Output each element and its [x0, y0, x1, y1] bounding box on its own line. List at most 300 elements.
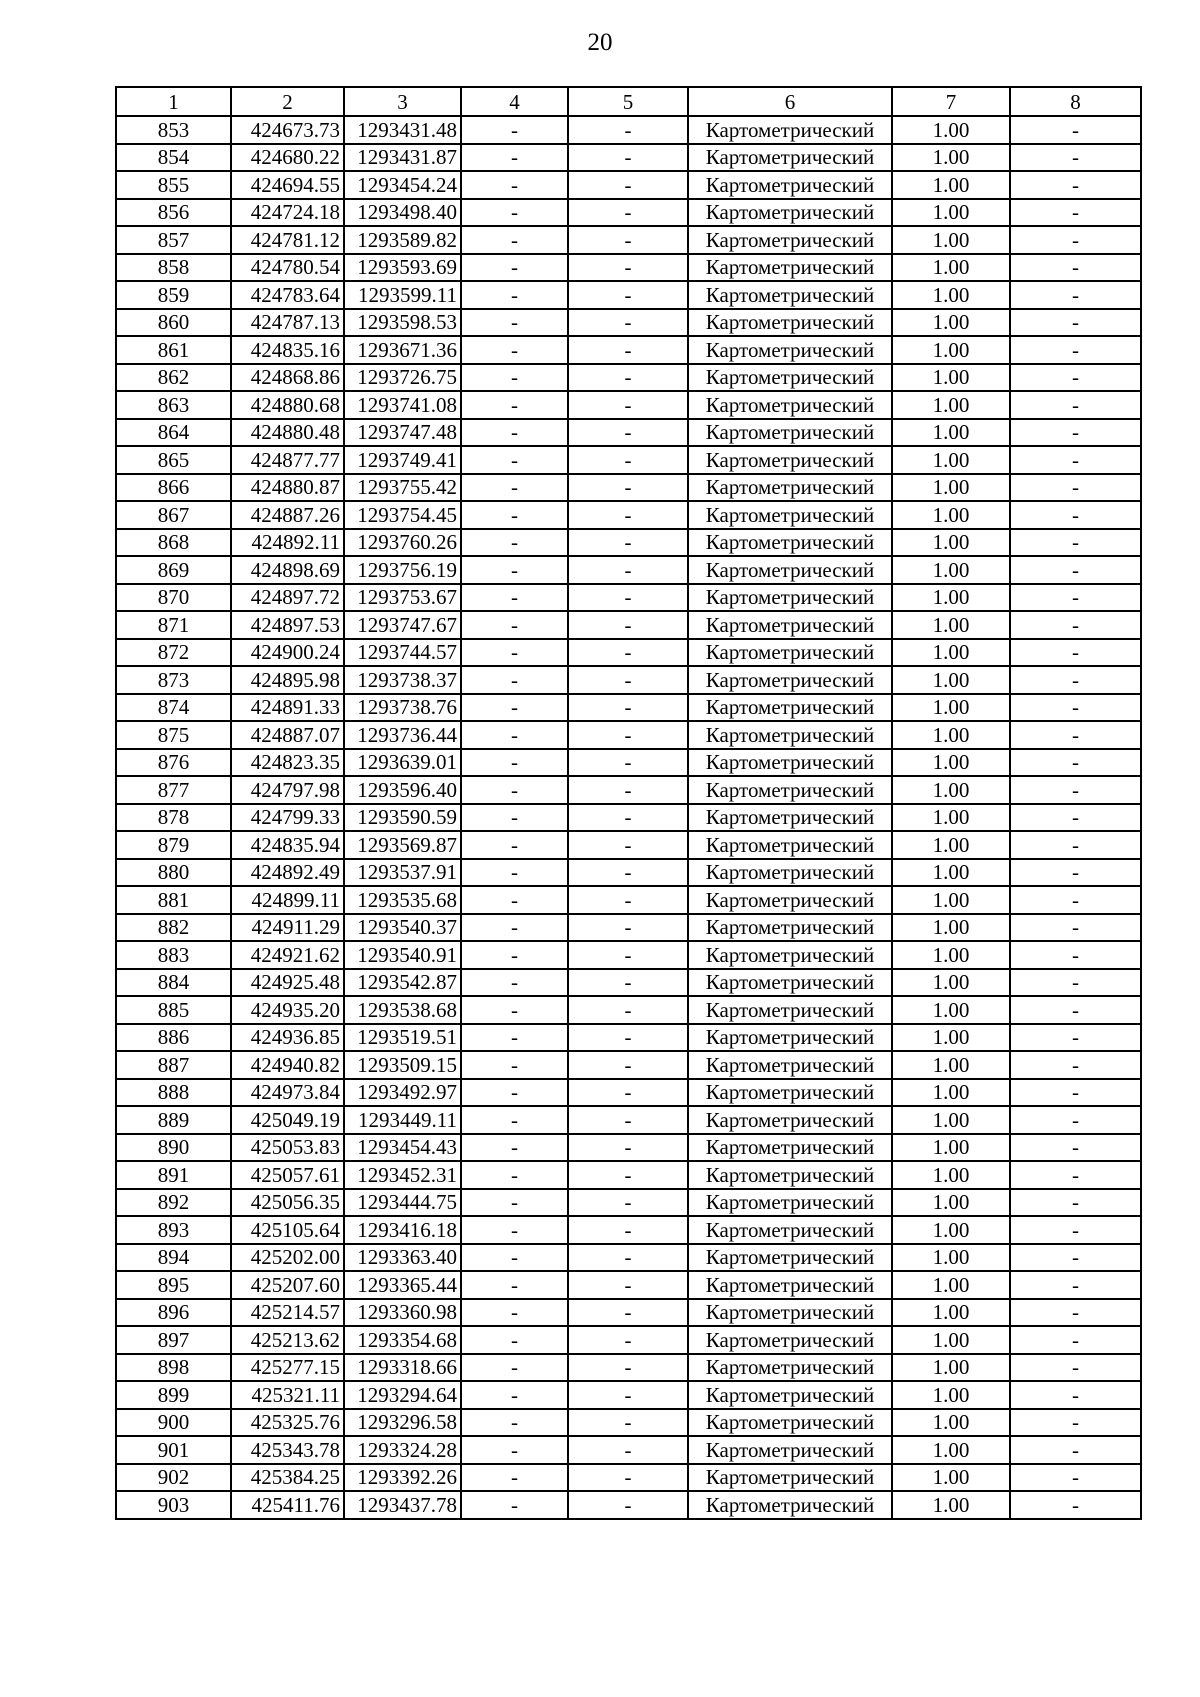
y-coordinate-cell: 1293542.87	[344, 969, 461, 997]
column-4-cell: -	[461, 1106, 568, 1134]
accuracy-cell: 1.00	[892, 1326, 1010, 1354]
y-coordinate-cell: 1293318.66	[344, 1354, 461, 1382]
column-4-cell: -	[461, 1271, 568, 1299]
column-8-cell: -	[1010, 969, 1141, 997]
point-number-cell: 865	[116, 446, 231, 474]
column-4-cell: -	[461, 1381, 568, 1409]
accuracy-cell: 1.00	[892, 831, 1010, 859]
column-4-cell: -	[461, 171, 568, 199]
table-row	[116, 281, 1141, 309]
y-coordinate-cell: 1293416.18	[344, 1216, 461, 1244]
y-coordinate-cell: 1293437.78	[344, 1491, 461, 1519]
column-8-cell: -	[1010, 611, 1141, 639]
column-5-cell: -	[568, 1216, 688, 1244]
table-row	[116, 721, 1141, 749]
method-cell: Картометрический	[688, 1299, 892, 1327]
column-4-cell: -	[461, 1244, 568, 1272]
column-8-cell: -	[1010, 446, 1141, 474]
point-number-cell: 889	[116, 1106, 231, 1134]
y-coordinate-cell: 1293449.11	[344, 1106, 461, 1134]
x-coordinate-cell: 424911.29	[231, 914, 344, 942]
y-coordinate-cell: 1293538.68	[344, 996, 461, 1024]
y-coordinate-cell: 1293598.53	[344, 309, 461, 337]
column-8-cell: -	[1010, 831, 1141, 859]
column-4-cell: -	[461, 639, 568, 667]
column-8-cell: -	[1010, 281, 1141, 309]
column-4-cell: -	[461, 144, 568, 172]
method-cell: Картометрический	[688, 1409, 892, 1437]
method-cell: Картометрический	[688, 336, 892, 364]
column-8-cell: -	[1010, 886, 1141, 914]
point-number-cell: 879	[116, 831, 231, 859]
x-coordinate-cell: 424936.85	[231, 1024, 344, 1052]
x-coordinate-cell: 424877.77	[231, 446, 344, 474]
column-5-cell: -	[568, 309, 688, 337]
table-row	[116, 1051, 1141, 1079]
column-5-cell: -	[568, 254, 688, 282]
column-4-cell: -	[461, 996, 568, 1024]
point-number-cell: 870	[116, 584, 231, 612]
point-number-cell: 869	[116, 556, 231, 584]
table-row	[116, 1354, 1141, 1382]
x-coordinate-cell: 425105.64	[231, 1216, 344, 1244]
column-8-cell: -	[1010, 171, 1141, 199]
table-row	[116, 1106, 1141, 1134]
column-4-cell: -	[461, 804, 568, 832]
accuracy-cell: 1.00	[892, 364, 1010, 392]
x-coordinate-cell: 424899.11	[231, 886, 344, 914]
y-coordinate-cell: 1293509.15	[344, 1051, 461, 1079]
y-coordinate-cell: 1293540.91	[344, 941, 461, 969]
point-number-cell: 903	[116, 1491, 231, 1519]
table-row	[116, 584, 1141, 612]
x-coordinate-cell: 424835.16	[231, 336, 344, 364]
table-row	[116, 1299, 1141, 1327]
y-coordinate-cell: 1293749.41	[344, 446, 461, 474]
table-row	[116, 226, 1141, 254]
point-number-cell: 899	[116, 1381, 231, 1409]
method-cell: Картометрический	[688, 941, 892, 969]
accuracy-cell: 1.00	[892, 1436, 1010, 1464]
accuracy-cell: 1.00	[892, 996, 1010, 1024]
accuracy-cell: 1.00	[892, 1161, 1010, 1189]
column-5-cell: -	[568, 969, 688, 997]
column-8-cell: -	[1010, 419, 1141, 447]
column-8-cell: -	[1010, 391, 1141, 419]
point-number-cell: 860	[116, 309, 231, 337]
x-coordinate-cell: 424887.07	[231, 721, 344, 749]
accuracy-cell: 1.00	[892, 1271, 1010, 1299]
table-row	[116, 254, 1141, 282]
column-5-cell: -	[568, 666, 688, 694]
column-header: 2	[231, 87, 344, 116]
point-number-cell: 898	[116, 1354, 231, 1382]
point-number-cell: 855	[116, 171, 231, 199]
point-number-cell: 853	[116, 116, 231, 144]
coordinates-table	[115, 86, 1142, 1520]
method-cell: Картометрический	[688, 639, 892, 667]
x-coordinate-cell: 424797.98	[231, 776, 344, 804]
y-coordinate-cell: 1293738.37	[344, 666, 461, 694]
method-cell: Картометрический	[688, 969, 892, 997]
table-row	[116, 886, 1141, 914]
y-coordinate-cell: 1293535.68	[344, 886, 461, 914]
x-coordinate-cell: 424868.86	[231, 364, 344, 392]
accuracy-cell: 1.00	[892, 666, 1010, 694]
y-coordinate-cell: 1293354.68	[344, 1326, 461, 1354]
y-coordinate-cell: 1293431.48	[344, 116, 461, 144]
accuracy-cell: 1.00	[892, 749, 1010, 777]
accuracy-cell: 1.00	[892, 1244, 1010, 1272]
column-5-cell: -	[568, 529, 688, 557]
x-coordinate-cell: 424781.12	[231, 226, 344, 254]
accuracy-cell: 1.00	[892, 1134, 1010, 1162]
column-4-cell: -	[461, 941, 568, 969]
column-8-cell: -	[1010, 859, 1141, 887]
method-cell: Картометрический	[688, 1161, 892, 1189]
accuracy-cell: 1.00	[892, 254, 1010, 282]
column-5-cell: -	[568, 1051, 688, 1079]
table-row	[116, 474, 1141, 502]
column-4-cell: -	[461, 1051, 568, 1079]
point-number-cell: 872	[116, 639, 231, 667]
y-coordinate-cell: 1293454.43	[344, 1134, 461, 1162]
column-8-cell: -	[1010, 666, 1141, 694]
method-cell: Картометрический	[688, 666, 892, 694]
column-4-cell: -	[461, 721, 568, 749]
point-number-cell: 892	[116, 1189, 231, 1217]
column-8-cell: -	[1010, 914, 1141, 942]
x-coordinate-cell: 424897.53	[231, 611, 344, 639]
column-5-cell: -	[568, 831, 688, 859]
column-8-cell: -	[1010, 1436, 1141, 1464]
table-row	[116, 1326, 1141, 1354]
y-coordinate-cell: 1293747.67	[344, 611, 461, 639]
point-number-cell: 880	[116, 859, 231, 887]
table-row	[116, 556, 1141, 584]
column-5-cell: -	[568, 1106, 688, 1134]
table-row	[116, 1491, 1141, 1519]
y-coordinate-cell: 1293754.45	[344, 501, 461, 529]
method-cell: Картометрический	[688, 556, 892, 584]
column-5-cell: -	[568, 886, 688, 914]
point-number-cell: 876	[116, 749, 231, 777]
method-cell: Картометрический	[688, 749, 892, 777]
point-number-cell: 854	[116, 144, 231, 172]
x-coordinate-cell: 425213.62	[231, 1326, 344, 1354]
column-header: 3	[344, 87, 461, 116]
x-coordinate-cell: 424880.87	[231, 474, 344, 502]
accuracy-cell: 1.00	[892, 1491, 1010, 1519]
table-row	[116, 199, 1141, 227]
point-number-cell: 878	[116, 804, 231, 832]
method-cell: Картометрический	[688, 1051, 892, 1079]
table-row	[116, 1134, 1141, 1162]
table-row	[116, 1409, 1141, 1437]
column-4-cell: -	[461, 1436, 568, 1464]
method-cell: Картометрический	[688, 254, 892, 282]
table-row	[116, 914, 1141, 942]
table-row	[116, 1271, 1141, 1299]
column-5-cell: -	[568, 1161, 688, 1189]
method-cell: Картометрический	[688, 996, 892, 1024]
table-row	[116, 1244, 1141, 1272]
column-5-cell: -	[568, 144, 688, 172]
column-8-cell: -	[1010, 1051, 1141, 1079]
column-5-cell: -	[568, 804, 688, 832]
header-row	[116, 87, 1141, 116]
column-5-cell: -	[568, 749, 688, 777]
y-coordinate-cell: 1293753.67	[344, 584, 461, 612]
point-number-cell: 864	[116, 419, 231, 447]
column-5-cell: -	[568, 1326, 688, 1354]
column-header: 1	[116, 87, 231, 116]
column-5-cell: -	[568, 941, 688, 969]
page-number: 20	[587, 29, 613, 56]
point-number-cell: 867	[116, 501, 231, 529]
y-coordinate-cell: 1293593.69	[344, 254, 461, 282]
table-row	[116, 501, 1141, 529]
accuracy-cell: 1.00	[892, 556, 1010, 584]
y-coordinate-cell: 1293671.36	[344, 336, 461, 364]
point-number-cell: 877	[116, 776, 231, 804]
accuracy-cell: 1.00	[892, 584, 1010, 612]
accuracy-cell: 1.00	[892, 116, 1010, 144]
column-5-cell: -	[568, 1354, 688, 1382]
column-5-cell: -	[568, 501, 688, 529]
column-4-cell: -	[461, 281, 568, 309]
column-8-cell: -	[1010, 1381, 1141, 1409]
table-row	[116, 529, 1141, 557]
method-cell: Картометрический	[688, 584, 892, 612]
x-coordinate-cell: 425202.00	[231, 1244, 344, 1272]
column-8-cell: -	[1010, 1491, 1141, 1519]
x-coordinate-cell: 424940.82	[231, 1051, 344, 1079]
column-8-cell: -	[1010, 1299, 1141, 1327]
y-coordinate-cell: 1293454.24	[344, 171, 461, 199]
x-coordinate-cell: 424783.64	[231, 281, 344, 309]
column-4-cell: -	[461, 254, 568, 282]
column-8-cell: -	[1010, 336, 1141, 364]
column-4-cell: -	[461, 364, 568, 392]
point-number-cell: 863	[116, 391, 231, 419]
y-coordinate-cell: 1293755.42	[344, 474, 461, 502]
method-cell: Картометрический	[688, 1024, 892, 1052]
column-5-cell: -	[568, 914, 688, 942]
table-row	[116, 144, 1141, 172]
x-coordinate-cell: 425053.83	[231, 1134, 344, 1162]
column-8-cell: -	[1010, 309, 1141, 337]
point-number-cell: 888	[116, 1079, 231, 1107]
x-coordinate-cell: 424880.48	[231, 419, 344, 447]
x-coordinate-cell: 425384.25	[231, 1464, 344, 1492]
method-cell: Картометрический	[688, 1464, 892, 1492]
y-coordinate-cell: 1293324.28	[344, 1436, 461, 1464]
method-cell: Картометрический	[688, 391, 892, 419]
column-8-cell: -	[1010, 1464, 1141, 1492]
table-row	[116, 419, 1141, 447]
method-cell: Картометрический	[688, 1244, 892, 1272]
point-number-cell: 856	[116, 199, 231, 227]
y-coordinate-cell: 1293738.76	[344, 694, 461, 722]
column-5-cell: -	[568, 336, 688, 364]
method-cell: Картометрический	[688, 144, 892, 172]
table-row	[116, 1216, 1141, 1244]
x-coordinate-cell: 425411.76	[231, 1491, 344, 1519]
accuracy-cell: 1.00	[892, 1354, 1010, 1382]
method-cell: Картометрический	[688, 721, 892, 749]
method-cell: Картометрический	[688, 501, 892, 529]
accuracy-cell: 1.00	[892, 501, 1010, 529]
table-row	[116, 364, 1141, 392]
accuracy-cell: 1.00	[892, 474, 1010, 502]
x-coordinate-cell: 424799.33	[231, 804, 344, 832]
y-coordinate-cell: 1293760.26	[344, 529, 461, 557]
accuracy-cell: 1.00	[892, 721, 1010, 749]
column-5-cell: -	[568, 1134, 688, 1162]
column-8-cell: -	[1010, 254, 1141, 282]
table-row	[116, 639, 1141, 667]
x-coordinate-cell: 425207.60	[231, 1271, 344, 1299]
column-8-cell: -	[1010, 144, 1141, 172]
accuracy-cell: 1.00	[892, 886, 1010, 914]
point-number-cell: 886	[116, 1024, 231, 1052]
column-4-cell: -	[461, 1161, 568, 1189]
column-4-cell: -	[461, 694, 568, 722]
column-4-cell: -	[461, 501, 568, 529]
column-5-cell: -	[568, 1024, 688, 1052]
column-4-cell: -	[461, 446, 568, 474]
accuracy-cell: 1.00	[892, 529, 1010, 557]
method-cell: Картометрический	[688, 1326, 892, 1354]
column-5-cell: -	[568, 1244, 688, 1272]
column-4-cell: -	[461, 529, 568, 557]
y-coordinate-cell: 1293596.40	[344, 776, 461, 804]
method-cell: Картометрический	[688, 171, 892, 199]
column-8-cell: -	[1010, 1409, 1141, 1437]
accuracy-cell: 1.00	[892, 1024, 1010, 1052]
column-4-cell: -	[461, 886, 568, 914]
column-4-cell: -	[461, 1216, 568, 1244]
table-row	[116, 666, 1141, 694]
method-cell: Картометрический	[688, 859, 892, 887]
column-5-cell: -	[568, 474, 688, 502]
accuracy-cell: 1.00	[892, 1381, 1010, 1409]
column-8-cell: -	[1010, 1134, 1141, 1162]
point-number-cell: 862	[116, 364, 231, 392]
point-number-cell: 868	[116, 529, 231, 557]
table-row	[116, 446, 1141, 474]
column-5-cell: -	[568, 419, 688, 447]
column-header: 7	[892, 87, 1010, 116]
x-coordinate-cell: 424880.68	[231, 391, 344, 419]
x-coordinate-cell: 424921.62	[231, 941, 344, 969]
table-row	[116, 1079, 1141, 1107]
column-5-cell: -	[568, 996, 688, 1024]
accuracy-cell: 1.00	[892, 1106, 1010, 1134]
method-cell: Картометрический	[688, 364, 892, 392]
x-coordinate-cell: 424673.73	[231, 116, 344, 144]
column-5-cell: -	[568, 116, 688, 144]
point-number-cell: 901	[116, 1436, 231, 1464]
accuracy-cell: 1.00	[892, 1464, 1010, 1492]
y-coordinate-cell: 1293744.57	[344, 639, 461, 667]
method-cell: Картометрический	[688, 776, 892, 804]
point-number-cell: 873	[116, 666, 231, 694]
method-cell: Картометрический	[688, 1271, 892, 1299]
column-4-cell: -	[461, 776, 568, 804]
column-8-cell: -	[1010, 1326, 1141, 1354]
column-8-cell: -	[1010, 694, 1141, 722]
method-cell: Картометрический	[688, 1216, 892, 1244]
column-8-cell: -	[1010, 501, 1141, 529]
column-4-cell: -	[461, 336, 568, 364]
method-cell: Картометрический	[688, 1436, 892, 1464]
column-4-cell: -	[461, 556, 568, 584]
column-4-cell: -	[461, 1409, 568, 1437]
method-cell: Картометрический	[688, 694, 892, 722]
column-8-cell: -	[1010, 1079, 1141, 1107]
column-4-cell: -	[461, 1299, 568, 1327]
column-8-cell: -	[1010, 1106, 1141, 1134]
column-8-cell: -	[1010, 996, 1141, 1024]
y-coordinate-cell: 1293741.08	[344, 391, 461, 419]
accuracy-cell: 1.00	[892, 336, 1010, 364]
table-row	[116, 171, 1141, 199]
accuracy-cell: 1.00	[892, 171, 1010, 199]
method-cell: Картометрический	[688, 281, 892, 309]
column-8-cell: -	[1010, 749, 1141, 777]
x-coordinate-cell: 424694.55	[231, 171, 344, 199]
method-cell: Картометрический	[688, 474, 892, 502]
y-coordinate-cell: 1293492.97	[344, 1079, 461, 1107]
column-5-cell: -	[568, 584, 688, 612]
method-cell: Картометрический	[688, 1134, 892, 1162]
method-cell: Картометрический	[688, 914, 892, 942]
accuracy-cell: 1.00	[892, 391, 1010, 419]
table-row	[116, 1161, 1141, 1189]
x-coordinate-cell: 425056.35	[231, 1189, 344, 1217]
point-number-cell: 895	[116, 1271, 231, 1299]
column-4-cell: -	[461, 666, 568, 694]
method-cell: Картометрический	[688, 1491, 892, 1519]
accuracy-cell: 1.00	[892, 309, 1010, 337]
point-number-cell: 883	[116, 941, 231, 969]
point-number-cell: 859	[116, 281, 231, 309]
column-8-cell: -	[1010, 1161, 1141, 1189]
x-coordinate-cell: 425214.57	[231, 1299, 344, 1327]
accuracy-cell: 1.00	[892, 941, 1010, 969]
column-4-cell: -	[461, 226, 568, 254]
point-number-cell: 875	[116, 721, 231, 749]
x-coordinate-cell: 425321.11	[231, 1381, 344, 1409]
table-body	[116, 116, 1141, 1519]
column-8-cell: -	[1010, 1216, 1141, 1244]
table-row	[116, 116, 1141, 144]
method-cell: Картометрический	[688, 1381, 892, 1409]
point-number-cell: 894	[116, 1244, 231, 1272]
y-coordinate-cell: 1293519.51	[344, 1024, 461, 1052]
x-coordinate-cell: 424823.35	[231, 749, 344, 777]
column-5-cell: -	[568, 556, 688, 584]
column-8-cell: -	[1010, 199, 1141, 227]
method-cell: Картометрический	[688, 804, 892, 832]
column-8-cell: -	[1010, 1354, 1141, 1382]
y-coordinate-cell: 1293590.59	[344, 804, 461, 832]
column-5-cell: -	[568, 721, 688, 749]
y-coordinate-cell: 1293392.26	[344, 1464, 461, 1492]
y-coordinate-cell: 1293540.37	[344, 914, 461, 942]
